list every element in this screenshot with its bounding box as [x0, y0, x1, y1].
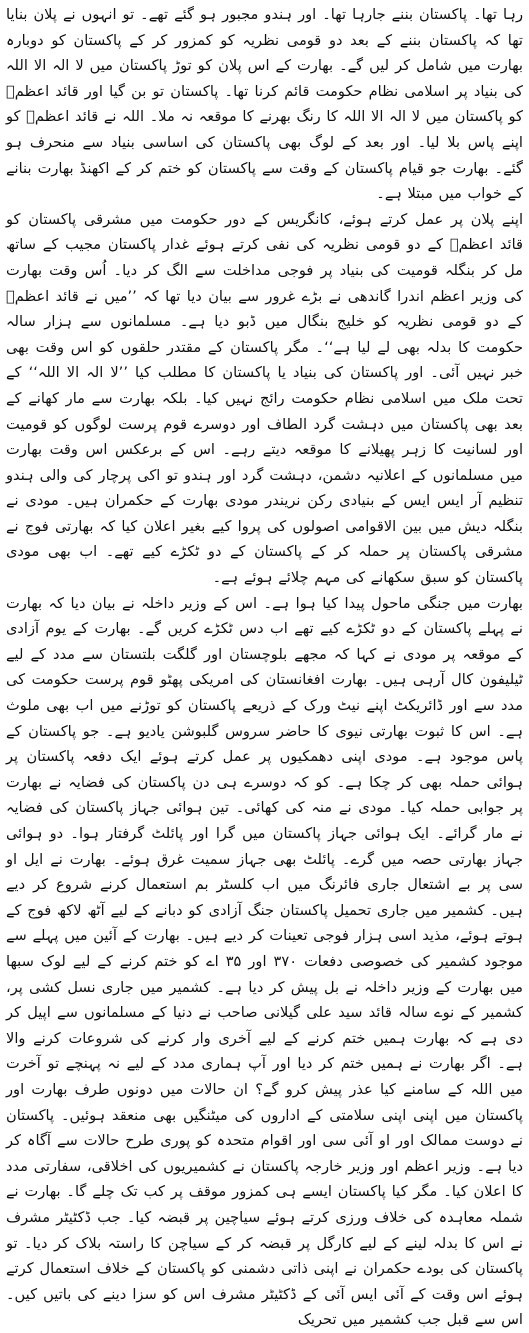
article-paragraph-1: رہا تھا۔ پاکستان بننے جارہا تھا۔ اور ہندو مجبور ہو گئے تھے۔ تو انہوں نے پلان بنایا تھا کہ پاکستان بننے کے بعد دو قومی نظریہ کو کمزور کر کے پاکستان کو دوبارہ بھارت میں شامل کر لیں گے۔ بھارت کے اس پلان کو توڑ پاکستان میں لا الہ الا اللہ کی بنیاد پر اسلامی نظام حکومت قائم کرنا تھا۔ پاکستان تو بن گیا اور قائد اعظمؒ کو پاکستان میں لا الہ الا اللہ کا رنگ بھرنے کا موقعہ نہ ملا۔ اللہ نے قائد اعظمؒ کو اپنے پاس بلا لیا۔ اور بعد کے لوگ بھی پاکستان کی اساسی بنیاد سے منحرف ہو گئے۔ بھارت جو قیام پاکستان کے وقت سے پاکستان کو ختم کر کے اکھنڈ بھارت بنانے کے خواب میں مبتلا ہے۔ [6, 6, 523, 203]
article-paragraph-3: بھارت میں جنگی ماحول پیدا کیا ہوا ہے۔ اس کے وزیر داخلہ نے بیان دیا کہ بھارت نے پہلے پاکستان کے دو ٹکڑے کیے تھے اب دس ٹکڑے کریں گے۔ بھارت کے یوم آزادی کے موقعہ پر مودی نے کہا کہ مجھے بلوچستان اور گلگت بلتستان سے مدد کے لیے ٹیلیفون کال آرہی ہیں۔ بھارت افغانستان کی امریکی پھٹو قوم پرست حکومت کی مدد سے اور ڈائریکٹ اپنے نیٹ ورک کے ذریعے پاکستان کو توڑنے میں اب بھی ملوث ہے۔ اس کا ثبوت بھارتی نیوی کا حاضر سروس گلبوشن یادیو ہے۔ جو پاکستان کے پاس موجود ہے۔ مودی اپنی دھمکیوں پر عمل کرتے ہوئے ایک دفعہ پاکستان پر ہوائی حملہ بھی کر چکا ہے۔ کو کہ دوسرے ہی دن پاکستان کی فضایہ نے بھارت پر جوابی حملہ کیا۔ مودی نے منہ کی کھائی۔ تین ہوائی جہاز پاکستان کی فضایہ نے مار گرائے۔ ایک ہوائی جہاز پاکستان میں گرا اور پائلٹ گرفتار ہوا۔ دو ہوائی جہاز بھارتی حصہ میں گرے۔ پائلٹ بھی جہاز سمیت غرق ہوئے۔ بھارت نے ایل او سی پر بے اشتعال جاری فائرنگ میں اب کلسٹر بم استعمال کرنے شروع کر دیے ہیں۔ کشمیر میں جاری تحمیل پاکستان جنگ آزادی کو دبانے کے لیے آٹھ لاکھ فوج کے ہوتے ہوئے، مذید اسی ہزار فوجی تعینات کر دیے ہیں۔ بھارت کے آئین میں پہلے سے موجود کشمیر کی خصوصی دفعات ۳۷۰ اور ۳۵ اے کو ختم کرنے کے لیے لوک سبھا میں بھارت کے وزیر داخلہ نے بل پیش کر دیا ہے۔ کشمیر میں جاری نسل کشی پر، کشمیر کے نوے سالہ قائد سید علی گیلانی صاحب نے دنیا کے مسلمانوں سے اپیل کر دی ہے کہ بھارت ہمیں ختم کرنے کے لیے آخری وار کرنے کی شروعات کرنے والا ہے۔ اگر بھارت نے ہمیں ختم کر دیا اور آپ ہماری مدد کے لیے نہ پہنچے تو آخرت میں اللہ کے سامنے کیا عذر پیش کرو گے؟ ان حالات میں دونوں طرف بھارت اور پاکستان میں اپنی اپنی سلامتی کے اداروں کی میٹنگیں بھی منعقد ہوئیں۔ پاکستان نے دوست ممالک اور او آئی سی اور اقوام متحدہ کو پوری طرح حالات سے آگاہ کر دیا ہے۔ وزیر اعظم اور وزیر خارجہ پاکستان نے کشمیریوں کی اخلاقی، سفارتی مدد کا اعلان کیا۔ مگر کیا پاکستان ایسے ہی کمزور موقف پر کب تک چلے گا۔ بھارت نے شملہ معاہدہ کی خلاف ورزی کرتے ہوئے سیاچین پر قبضہ کیا۔ جب ڈکٹیٹر مشرف نے اس کا بدلہ لینے کے لیے کارگل پر قبضہ کر کے سیاچن کا راستہ بلاک کر دیا۔ تو پاکستان کی بودے حکمران نے اپنی ذاتی دشمنی کو پاکستان کے خلاف استعمال کرتے ہوئے اس وقت کے آئی ایس آئی کے ڈکٹیٹر مشرف اس کو سزا دینے کی باتیں کیں۔ اس سے قبل جب کشمیر میں تحریک [6, 594, 523, 1329]
article-paragraph-2: اپنے پلان پر عمل کرتے ہوئے، کانگریس کے دور حکومت میں مشرقی پاکستان کو قائد اعظمؒ کے دو قومی نظریہ کی نفی کرتے ہوئے غدار پاکستان مجیب کے ساتھ مل کر بنگلہ قومیت کی بنیاد پر فوجی مداخلت سے الگ کر دیا۔ اُس وقت بھارت کی وزیر اعظم اندرا گاندھی نے بڑے غرور سے بیان دیا تھا کہ ’’میں نے قائد اعظمؒ کے دو قومی نظریہ کو خلیج بنگال میں ڈبو دیا ہے۔ مسلمانوں سے ہزار سالہ حکومت کا بدلہ بھی لے لیا ہے‘‘۔ مگر پاکستان کے مقتدر حلقوں کو اس وقت بھی خبر نہیں آئی۔ اور پاکستان کی بنیاد یا پاکستان کا مطلب کیا ’’لا الہ الا اللہ‘‘ کے تحت ملک میں اسلامی نظام حکومت رائج نہیں کیا۔ بلکہ بھارت سے مار کھانے کے بعد بھی پاکستان میں دہشت گرد الطاف اور دوسرے قوم پرست لوگوں کو قومیت اور لسانیت کا زہر پھیلانے کا موقعہ دیتے رہے۔ اس کے برعکس اس وقت بھارت میں مسلمانوں کے اعلانیہ دشمن، دہشت گرد اور ہندو تو اکی پرچار کی والی ہندو تنظیم آر ایس ایس کے بنیادی رکن نریندر مودی بھارت کے حکمران ہیں۔ مودی نے بنگلہ دیش میں بین الاقوامی اصولوں کی پروا کیے بغیر اعلان کیا کہ بھارتی فوج نے مشرقی پاکستان پر حملہ کر کے پاکستان کے دو ٹکڑے کیے تھے۔ اب بھی مودی پاکستان کو سبق سکھانے کی مہم چلائے ہوئے ہے۔ [6, 210, 523, 587]
urdu-article-body [6, 2, 523, 1333]
